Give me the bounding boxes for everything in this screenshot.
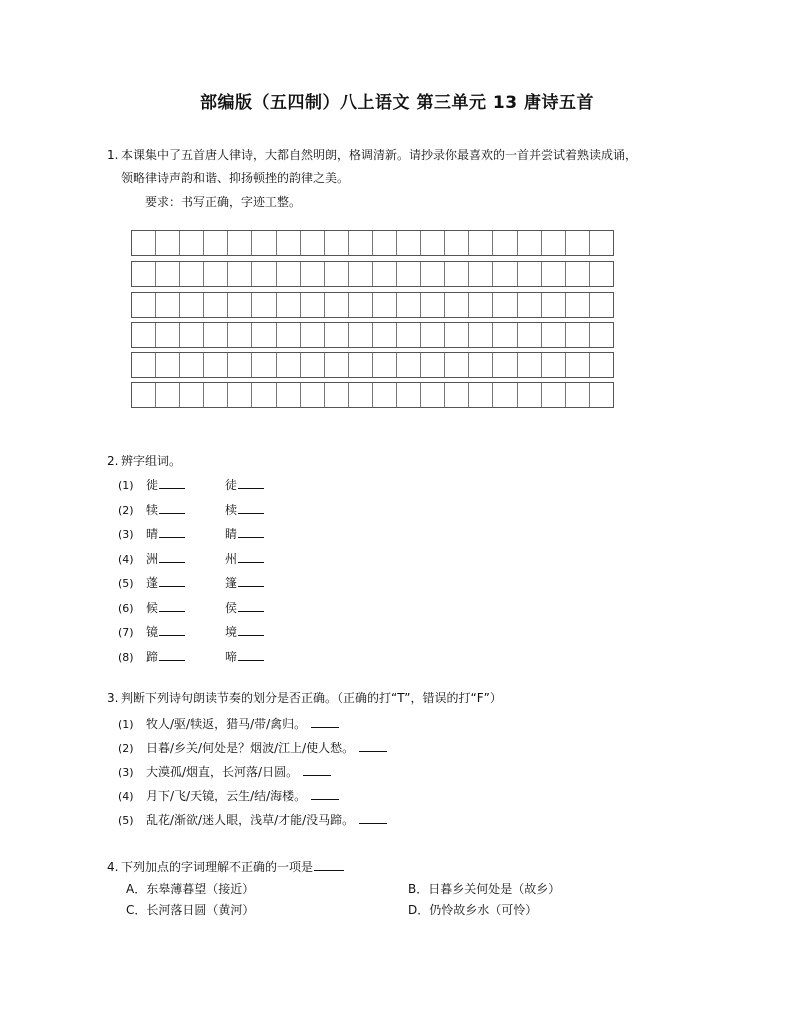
question-1-text-line2: 领略律诗声韵和谐、抑扬顿挫的韵律之美。 <box>121 171 350 185</box>
grid-cell[interactable] <box>156 293 180 317</box>
grid-cell[interactable] <box>590 383 613 407</box>
question-4-number: 4. <box>107 860 119 874</box>
grid-cell[interactable] <box>566 293 590 317</box>
answer-blank[interactable] <box>311 787 339 800</box>
verse-text: 乱花/渐欲/迷人眼，浅草/才能/没马蹄。 <box>146 813 355 827</box>
char-b: 境 <box>225 625 238 639</box>
grid-cell[interactable] <box>493 323 517 347</box>
grid-cell[interactable] <box>252 353 276 377</box>
grid-cell[interactable] <box>132 353 156 377</box>
grid-cell[interactable] <box>566 353 590 377</box>
option-d[interactable] <box>408 902 537 918</box>
option-text: 长河落日圆（黄河） <box>146 903 255 917</box>
grid-cell[interactable] <box>252 262 276 286</box>
question-2-number: 2. <box>107 454 119 468</box>
word-pair-item <box>118 623 264 641</box>
char-b: 徒 <box>225 478 238 492</box>
option-label: C． <box>126 903 147 917</box>
answer-blank[interactable] <box>303 763 331 776</box>
grid-cell[interactable] <box>301 293 325 317</box>
answer-blank[interactable] <box>238 599 264 612</box>
grid-cell[interactable] <box>252 323 276 347</box>
grid-cell[interactable] <box>421 293 445 317</box>
grid-cell[interactable] <box>518 293 542 317</box>
word-pair-item <box>118 550 264 568</box>
page-title: 部编版（五四制）八上语文 第三单元 13 唐诗五首 <box>200 93 594 113</box>
question-3 <box>107 689 502 707</box>
grid-cell[interactable] <box>132 323 156 347</box>
grid-cell[interactable] <box>277 231 301 255</box>
question-4 <box>107 858 344 876</box>
option-b[interactable] <box>408 881 560 897</box>
grid-cell[interactable] <box>301 383 325 407</box>
grid-cell[interactable] <box>590 323 613 347</box>
grid-cell[interactable] <box>373 293 397 317</box>
grid-cell[interactable] <box>469 323 493 347</box>
grid-row[interactable] <box>131 230 614 256</box>
grid-cell[interactable] <box>421 231 445 255</box>
rhythm-item <box>118 763 331 781</box>
grid-cell[interactable] <box>228 293 252 317</box>
question-1-line1 <box>107 146 637 164</box>
grid-cell[interactable] <box>590 231 613 255</box>
char-a: 犊 <box>146 502 159 517</box>
grid-cell[interactable] <box>469 262 493 286</box>
grid-cell[interactable] <box>518 323 542 347</box>
grid-cell[interactable] <box>518 353 542 377</box>
grid-cell[interactable] <box>566 383 590 407</box>
grid-cell[interactable] <box>445 353 469 377</box>
option-label: A． <box>126 882 147 896</box>
grid-cell[interactable] <box>156 262 180 286</box>
grid-cell[interactable] <box>421 323 445 347</box>
word-pair-item <box>118 476 264 494</box>
option-a[interactable] <box>126 881 254 897</box>
char-a: 徙 <box>146 478 159 492</box>
rhythm-item <box>118 739 387 757</box>
grid-cell[interactable] <box>373 353 397 377</box>
grid-cell[interactable] <box>542 231 566 255</box>
grid-cell[interactable] <box>156 323 180 347</box>
grid-cell[interactable] <box>252 231 276 255</box>
verse-text: 日暮/乡关/何处是？烟波/江上/使人愁。 <box>146 741 355 755</box>
grid-cell[interactable] <box>228 353 252 377</box>
grid-cell[interactable] <box>301 353 325 377</box>
item-number: (7) <box>118 626 134 639</box>
item-number: (8) <box>118 650 134 664</box>
grid-cell[interactable] <box>421 262 445 286</box>
question-1-number: 1. <box>107 148 119 162</box>
rhythm-item <box>118 787 339 805</box>
grid-row[interactable] <box>131 382 614 408</box>
grid-cell[interactable] <box>445 293 469 317</box>
answer-blank[interactable] <box>238 501 264 514</box>
answer-blank[interactable] <box>159 476 185 489</box>
answer-blank[interactable] <box>159 501 185 514</box>
question-3-text: 判断下列诗句朗读节奏的划分是否正确。（正确的打“T”，错误的打“F”） <box>121 691 502 705</box>
grid-cell[interactable] <box>421 383 445 407</box>
answer-blank[interactable] <box>238 550 264 563</box>
grid-cell[interactable] <box>566 262 590 286</box>
grid-cell[interactable] <box>132 383 156 407</box>
grid-cell[interactable] <box>493 353 517 377</box>
item-number: (2) <box>118 742 134 755</box>
option-text: 仍怜故乡水（可怜） <box>429 903 538 917</box>
grid-cell[interactable] <box>180 383 204 407</box>
grid-cell[interactable] <box>349 323 373 347</box>
grid-cell[interactable] <box>349 262 373 286</box>
grid-cell[interactable] <box>493 293 517 317</box>
word-pair-item <box>118 574 264 592</box>
char-b: 州 <box>225 551 238 566</box>
grid-cell[interactable] <box>204 323 228 347</box>
grid-cell[interactable] <box>204 262 228 286</box>
answer-blank[interactable] <box>159 648 185 661</box>
grid-cell[interactable] <box>325 293 349 317</box>
grid-cell[interactable] <box>204 353 228 377</box>
question-4-text: 下列加点的字词理解不正确的一项是 <box>121 860 314 874</box>
answer-blank[interactable] <box>238 574 264 587</box>
grid-cell[interactable] <box>445 323 469 347</box>
grid-cell[interactable] <box>373 323 397 347</box>
grid-cell[interactable] <box>204 231 228 255</box>
grid-cell[interactable] <box>590 262 613 286</box>
grid-cell[interactable] <box>469 293 493 317</box>
grid-cell[interactable] <box>397 353 421 377</box>
grid-cell[interactable] <box>469 353 493 377</box>
item-number: (2) <box>118 503 134 517</box>
grid-cell[interactable] <box>325 383 349 407</box>
item-number: (4) <box>118 552 134 566</box>
grid-cell[interactable] <box>518 383 542 407</box>
answer-blank[interactable] <box>159 550 185 563</box>
grid-cell[interactable] <box>132 293 156 317</box>
option-text: 东皋薄暮望（接近） <box>146 882 255 896</box>
grid-cell[interactable] <box>277 262 301 286</box>
grid-cell[interactable] <box>542 353 566 377</box>
grid-cell[interactable] <box>566 231 590 255</box>
grid-cell[interactable] <box>397 262 421 286</box>
option-c[interactable] <box>126 902 254 918</box>
question-2 <box>107 452 181 470</box>
grid-cell[interactable] <box>301 231 325 255</box>
answer-blank[interactable] <box>311 715 339 728</box>
answer-blank[interactable] <box>238 648 264 661</box>
grid-cell[interactable] <box>590 353 613 377</box>
grid-cell[interactable] <box>277 293 301 317</box>
grid-cell[interactable] <box>180 293 204 317</box>
grid-cell[interactable] <box>493 262 517 286</box>
option-label: B． <box>408 882 429 896</box>
verse-text: 牧人/驱/犊返，猎马/带/禽归。 <box>146 717 307 731</box>
item-number: (1) <box>118 479 134 492</box>
grid-cell[interactable] <box>493 383 517 407</box>
answer-blank[interactable] <box>359 739 387 752</box>
grid-cell[interactable] <box>373 262 397 286</box>
char-a: 镜 <box>146 625 159 639</box>
grid-cell[interactable] <box>493 231 517 255</box>
grid-cell[interactable] <box>397 323 421 347</box>
grid-cell[interactable] <box>180 323 204 347</box>
char-a: 晴 <box>146 527 159 541</box>
item-number: (6) <box>118 601 134 615</box>
item-number: (4) <box>118 790 134 803</box>
grid-cell[interactable] <box>156 231 180 255</box>
grid-cell[interactable] <box>204 383 228 407</box>
answer-blank[interactable] <box>159 623 185 636</box>
option-label: D． <box>408 903 430 917</box>
grid-cell[interactable] <box>349 293 373 317</box>
grid-cell[interactable] <box>277 323 301 347</box>
grid-cell[interactable] <box>397 293 421 317</box>
grid-cell[interactable] <box>252 383 276 407</box>
char-b: 啼 <box>225 649 238 664</box>
grid-cell[interactable] <box>542 262 566 286</box>
char-b: 侯 <box>225 600 238 615</box>
grid-cell[interactable] <box>325 323 349 347</box>
grid-cell[interactable] <box>228 323 252 347</box>
grid-row[interactable] <box>131 352 614 378</box>
item-number: (3) <box>118 528 134 541</box>
grid-cell[interactable] <box>180 231 204 255</box>
grid-row[interactable] <box>131 261 614 287</box>
question-2-text: 辨字组词。 <box>121 454 182 468</box>
grid-cell[interactable] <box>469 383 493 407</box>
rhythm-item <box>118 811 387 829</box>
grid-cell[interactable] <box>132 262 156 286</box>
item-number: (5) <box>118 814 134 827</box>
item-number: (5) <box>118 577 134 590</box>
grid-cell[interactable] <box>445 262 469 286</box>
option-text: 日暮乡关何处是（故乡） <box>428 882 561 896</box>
grid-cell[interactable] <box>518 262 542 286</box>
char-b: 睛 <box>225 527 238 541</box>
verse-text: 大漠孤/烟直，长河落/日圆。 <box>146 765 299 779</box>
char-a: 候 <box>146 600 159 615</box>
grid-cell[interactable] <box>542 383 566 407</box>
question-1-requirement: 要求：书写正确，字迹工整。 <box>145 195 302 209</box>
answer-blank[interactable] <box>359 811 387 824</box>
grid-cell[interactable] <box>397 231 421 255</box>
grid-cell[interactable] <box>325 231 349 255</box>
grid-cell[interactable] <box>397 383 421 407</box>
grid-cell[interactable] <box>180 353 204 377</box>
grid-cell[interactable] <box>228 231 252 255</box>
grid-cell[interactable] <box>518 231 542 255</box>
answer-blank[interactable] <box>238 525 264 538</box>
grid-cell[interactable] <box>325 262 349 286</box>
question-3-number: 3. <box>107 691 119 705</box>
word-pair-item <box>118 525 264 543</box>
grid-cell[interactable] <box>349 353 373 377</box>
char-b: 椟 <box>225 502 238 517</box>
grid-cell[interactable] <box>132 231 156 255</box>
grid-cell[interactable] <box>228 262 252 286</box>
answer-blank[interactable] <box>238 476 264 489</box>
word-pair-item <box>118 648 264 666</box>
grid-cell[interactable] <box>542 293 566 317</box>
grid-cell[interactable] <box>566 323 590 347</box>
grid-cell[interactable] <box>228 383 252 407</box>
grid-row[interactable] <box>131 292 614 318</box>
char-b: 篷 <box>225 576 238 590</box>
grid-cell[interactable] <box>325 353 349 377</box>
grid-cell[interactable] <box>156 353 180 377</box>
grid-cell[interactable] <box>445 231 469 255</box>
answer-blank[interactable] <box>159 599 185 612</box>
item-number: (1) <box>118 718 134 731</box>
answer-blank[interactable] <box>159 574 185 587</box>
grid-cell[interactable] <box>252 293 276 317</box>
answer-blank[interactable] <box>159 525 185 538</box>
grid-cell[interactable] <box>469 231 493 255</box>
verse-text: 月下/飞/天镜，云生/结/海楼。 <box>146 789 307 803</box>
grid-cell[interactable] <box>542 323 566 347</box>
grid-cell[interactable] <box>156 383 180 407</box>
grid-cell[interactable] <box>277 383 301 407</box>
grid-cell[interactable] <box>590 293 613 317</box>
word-pair-item <box>118 501 264 519</box>
grid-cell[interactable] <box>277 353 301 377</box>
grid-cell[interactable] <box>373 231 397 255</box>
grid-cell[interactable] <box>445 383 469 407</box>
grid-cell[interactable] <box>349 383 373 407</box>
rhythm-item <box>118 715 339 733</box>
question-1-text-line1: 本课集中了五首唐人律诗，大都自然明朗，格调清新。请抄录你最喜欢的一首并尝试着熟读成诵， <box>121 148 638 162</box>
grid-row[interactable] <box>131 322 614 348</box>
char-a: 洲 <box>146 551 159 566</box>
grid-cell[interactable] <box>373 383 397 407</box>
char-a: 蹄 <box>146 649 159 664</box>
item-number: (3) <box>118 766 134 779</box>
grid-cell[interactable] <box>204 293 228 317</box>
answer-blank[interactable] <box>314 858 344 871</box>
grid-cell[interactable] <box>180 262 204 286</box>
char-a: 蓬 <box>146 576 159 590</box>
word-pair-item <box>118 599 264 617</box>
grid-cell[interactable] <box>301 262 325 286</box>
grid-cell[interactable] <box>421 353 445 377</box>
grid-cell[interactable] <box>349 231 373 255</box>
grid-cell[interactable] <box>301 323 325 347</box>
answer-blank[interactable] <box>238 623 264 636</box>
